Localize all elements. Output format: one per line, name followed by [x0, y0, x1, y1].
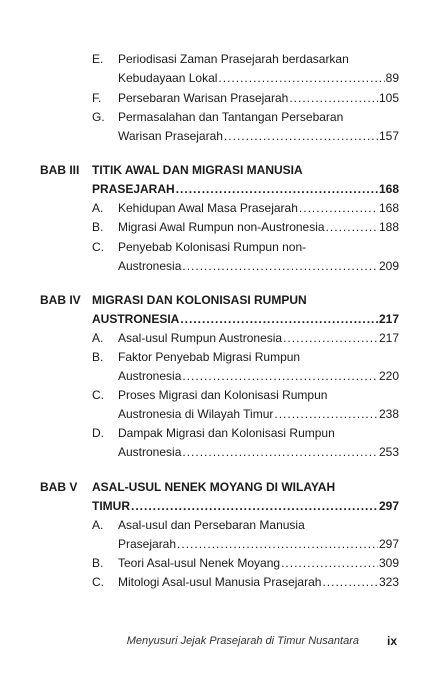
dot-leader	[281, 554, 378, 573]
entry-title: Proses Migrasi dan Kolonisasi Rumpun	[118, 388, 328, 402]
entry-title: Dampak Migrasi dan Kolonisasi Rumpun	[118, 426, 335, 440]
chapter-heading-bab-iv[interactable]	[0, 291, 435, 310]
chapter-title-cont: TIMUR	[92, 499, 130, 513]
chapter-heading-bab-v-cont[interactable]	[0, 497, 435, 516]
dot-leader	[289, 89, 378, 108]
entry-page: 323	[378, 575, 399, 589]
page-footer	[0, 632, 435, 650]
entry-letter: B.	[92, 556, 104, 570]
dot-leader	[177, 535, 378, 554]
entry-letter: B.	[92, 350, 104, 364]
toc-entry-v-b[interactable]	[0, 554, 435, 573]
toc-entry-iv-d[interactable]	[0, 424, 435, 443]
entry-letter: E.	[92, 52, 104, 66]
dot-leader	[131, 497, 378, 516]
chapter-page: 217	[378, 312, 399, 326]
entry-leader-line	[118, 329, 399, 348]
entry-page: 238	[378, 407, 399, 421]
chapter-title: MIGRASI DAN KOLONISASI RUMPUN	[92, 293, 307, 307]
entry-leader-line	[118, 554, 399, 573]
toc-entry-iv-b[interactable]	[0, 348, 435, 367]
dot-leader	[274, 405, 378, 424]
entry-letter: D.	[92, 426, 104, 440]
entry-leader-line	[118, 199, 399, 218]
entry-title: Asal-usul dan Persebaran Manusia	[118, 518, 305, 532]
toc-entry-iii-b[interactable]	[0, 218, 435, 237]
toc-entry-iv-d-cont[interactable]	[0, 443, 435, 462]
toc-entry-iv-c[interactable]	[0, 386, 435, 405]
dot-leader	[224, 127, 378, 146]
entry-letter: A.	[92, 518, 104, 532]
entry-page: 188	[378, 220, 399, 234]
entry-leader-line	[118, 127, 399, 146]
entry-page: 209	[378, 259, 399, 273]
chapter-leader-line	[92, 180, 399, 199]
toc-entry-v-a[interactable]	[0, 516, 435, 535]
chapter-leader-line	[92, 310, 399, 329]
entry-page: 168	[378, 201, 399, 215]
chapter-title: ASAL-USUL NENEK MOYANG DI WILAYAH	[92, 480, 336, 494]
dot-leader	[299, 199, 378, 218]
chapter-label: BAB IV	[40, 293, 81, 307]
chapter-heading-bab-iii-cont[interactable]	[0, 180, 435, 199]
entry-page: 157	[378, 129, 399, 143]
dot-leader	[182, 367, 378, 386]
entry-leader-line	[118, 89, 399, 108]
toc-entry-v-c[interactable]	[0, 573, 435, 592]
toc-entry-iv-b-cont[interactable]	[0, 367, 435, 386]
toc-entry-iv-a[interactable]	[0, 329, 435, 348]
chapter-heading-bab-iii[interactable]	[0, 161, 435, 180]
chapter-label: BAB V	[40, 480, 78, 494]
entry-page: 220	[378, 369, 399, 383]
entry-leader-line	[118, 535, 399, 554]
toc-entry-e-cont[interactable]	[0, 69, 435, 88]
dot-leader	[326, 218, 378, 237]
chapter-page: 297	[378, 499, 399, 513]
chapter-label: BAB III	[40, 163, 80, 177]
toc-entry-iii-a[interactable]	[0, 199, 435, 218]
entry-title: Penyebab Kolonisasi Rumpun non-	[118, 240, 307, 254]
entry-title-cont: Austronesia	[118, 259, 182, 273]
dot-leader	[182, 443, 378, 462]
entry-page: 89	[385, 71, 399, 85]
entry-page: 105	[378, 91, 399, 105]
entry-title: Faktor Penyebab Migrasi Rumpun	[118, 350, 301, 364]
entry-page: 253	[378, 445, 399, 459]
entry-title-cont: Kebudayaan Lokal	[118, 71, 218, 85]
dot-leader	[283, 329, 378, 348]
entry-letter: A.	[92, 331, 104, 345]
entry-title-cont: Austronesia	[118, 369, 182, 383]
toc-entry-v-a-cont[interactable]	[0, 535, 435, 554]
dot-leader	[176, 180, 378, 199]
chapter-title-cont: PRASEJARAH	[92, 182, 175, 196]
entry-page: 309	[378, 556, 399, 570]
entry-page: 297	[378, 537, 399, 551]
footer-book-title: Menyusuri Jejak Prasejarah di Timur Nusantara	[126, 635, 359, 647]
entry-letter: G.	[92, 110, 105, 124]
chapter-heading-bab-iv-cont[interactable]	[0, 310, 435, 329]
chapter-leader-line	[92, 497, 399, 516]
entry-leader-line	[118, 218, 399, 237]
entry-title-cont: Austronesia	[118, 445, 182, 459]
entry-title-cont: Warisan Prasejarah	[118, 129, 223, 143]
chapter-title: TITIK AWAL DAN MIGRASI MANUSIA	[92, 163, 303, 177]
dot-leader	[322, 573, 378, 592]
chapter-page: 168	[378, 182, 399, 196]
toc-entry-g-cont[interactable]	[0, 127, 435, 146]
toc-entry-g[interactable]	[0, 108, 435, 127]
entry-leader-line	[118, 69, 399, 88]
entry-title: Mitologi Asal-usul Manusia Prasejarah	[118, 575, 322, 589]
entry-title: Persebaran Warisan Prasejarah	[118, 91, 289, 105]
entry-letter: B.	[92, 220, 104, 234]
entry-title: Kehidupan Awal Masa Prasejarah	[118, 201, 298, 215]
entry-leader-line	[118, 443, 399, 462]
footer-page-number: ix	[386, 634, 397, 648]
entry-title: Asal-usul Rumpun Austronesia	[118, 331, 283, 345]
entry-title-cont: Prasejarah	[118, 537, 177, 551]
entry-title-cont: Austronesia di Wilayah Timur	[118, 407, 274, 421]
entry-leader-line	[118, 367, 399, 386]
toc-entry-f[interactable]	[0, 89, 435, 108]
entry-title: Permasalahan dan Tantangan Persebaran	[118, 110, 344, 124]
entry-title: Periodisasi Zaman Prasejarah berdasarkan	[118, 52, 349, 66]
entry-letter: C.	[92, 575, 104, 589]
chapter-title-cont: AUSTRONESIA	[92, 312, 180, 326]
toc-entry-iv-c-cont[interactable]	[0, 405, 435, 424]
entry-title: Migrasi Awal Rumpun non-Austronesia	[118, 220, 325, 234]
entry-letter: F.	[92, 91, 102, 105]
dot-leader	[218, 69, 384, 88]
entry-leader-line	[118, 573, 399, 592]
toc-entry-iii-c[interactable]	[0, 238, 435, 257]
dot-leader	[182, 257, 378, 276]
entry-title: Teori Asal-usul Nenek Moyang	[118, 556, 281, 570]
toc-entry-e[interactable]	[0, 50, 435, 69]
chapter-heading-bab-v[interactable]	[0, 478, 435, 497]
entry-letter: A.	[92, 201, 104, 215]
dot-leader	[180, 310, 378, 329]
entry-page: 217	[378, 331, 399, 345]
entry-leader-line	[118, 257, 399, 276]
toc-entry-iii-c-cont[interactable]	[0, 257, 435, 276]
entry-leader-line	[118, 405, 399, 424]
entry-letter: C.	[92, 240, 104, 254]
entry-letter: C.	[92, 388, 104, 402]
